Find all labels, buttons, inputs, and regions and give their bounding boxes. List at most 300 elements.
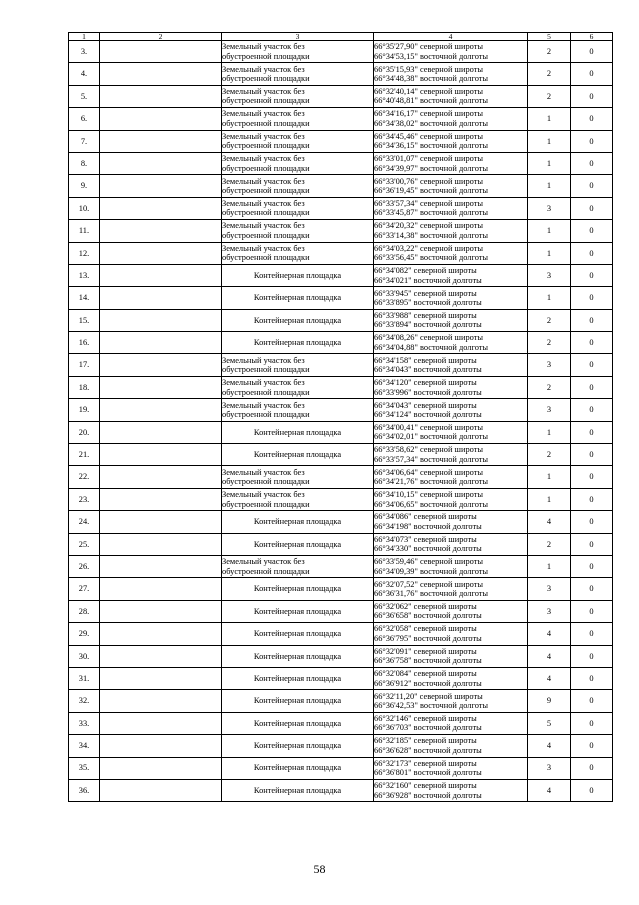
row-number-cell: 27. [69,578,100,600]
coordinate-line: 66°34'53,15" восточной долготы [374,51,489,61]
coordinate-line: 66°34'198" восточной долготы [374,521,482,531]
site-type-line: обустроенной площадки [222,118,310,128]
row-number-cell: 8. [69,152,100,174]
empty-cell [100,63,222,85]
value-cell: 0 [571,712,613,734]
site-type-line: Контейнерная площадка [253,741,342,751]
coordinate-line: 66°33'57,34" северной широты [374,199,484,209]
coordinate-line: 66°34'082" северной широты [374,266,477,276]
site-type-cell [222,354,374,376]
row-number-cell: 18. [69,376,100,398]
site-type-line: Контейнерная площадка [253,270,342,280]
coordinate-line: 66°34'38,02" восточной долготы [374,118,489,128]
table-row [69,488,613,510]
coordinate-line: 66°33'57,34" восточной долготы [374,454,489,464]
coordinates-cell [374,287,528,309]
site-type-cell [222,399,374,421]
table-row [69,152,613,174]
count-cell: 2 [528,444,571,466]
site-type-line: Контейнерная площадка [253,651,342,661]
coordinate-line: 66°34'330" восточной долготы [374,544,482,554]
coordinate-line: 66°36'928" восточной долготы [374,790,482,800]
site-type-line: Контейнерная площадка [253,696,342,706]
coordinates-cell [374,488,528,510]
coordinate-line: 66°36'758" восточной долготы [374,656,482,666]
empty-cell [100,690,222,712]
value-cell: 0 [571,376,613,398]
empty-cell [100,264,222,286]
count-cell: 3 [528,757,571,779]
coordinates-cell [374,533,528,555]
site-type-cell [222,264,374,286]
empty-cell [100,220,222,242]
value-cell: 0 [571,533,613,555]
row-number-cell: 31. [69,667,100,689]
site-type-line: Земельный участок без [222,199,305,209]
table-row [69,376,613,398]
column-header: 3 [222,33,374,41]
table-row [69,578,613,600]
site-type-line: Земельный участок без [222,131,305,141]
site-type-cell [222,667,374,689]
site-type-cell [222,735,374,757]
coordinate-line: 66°33'14,38" восточной долготы [374,230,489,240]
empty-cell [100,735,222,757]
count-cell: 4 [528,779,571,801]
coordinate-line: 66°33'00,76" северной широты [374,176,484,186]
value-cell: 0 [571,354,613,376]
site-type-line: обустроенной площадки [222,253,310,263]
table-row [69,220,613,242]
coordinates-cell [374,220,528,242]
coordinate-line: 66°36'31,76" восточной долготы [374,589,489,599]
row-number-cell: 24. [69,511,100,533]
table-row [69,332,613,354]
row-number-cell: 28. [69,600,100,622]
site-type-line: Контейнерная площадка [253,338,342,348]
site-type-cell [222,533,374,555]
coordinate-line: 66°34'021" восточной долготы [374,275,482,285]
coordinate-line: 66°34'04,88" восточной долготы [374,342,489,352]
empty-cell [100,287,222,309]
row-number-cell: 30. [69,645,100,667]
site-type-line: обустроенной площадки [222,409,310,419]
site-type-cell [222,578,374,600]
table-row [69,600,613,622]
count-cell: 1 [528,287,571,309]
coordinate-line: 66°36'912" восточной долготы [374,678,482,688]
coordinates-cell [374,600,528,622]
site-type-line: Контейнерная площадка [253,673,342,683]
site-type-line: Контейнерная площадка [253,450,342,460]
coordinates-cell [374,399,528,421]
site-type-cell [222,712,374,734]
count-cell: 2 [528,376,571,398]
site-type-line: Земельный участок без [222,557,305,567]
coordinate-line: 66°32'07,52" северной широты [374,579,484,589]
site-type-cell [222,287,374,309]
empty-cell [100,623,222,645]
table-row [69,175,613,197]
coordinate-line: 66°32'173" северной широты [374,758,477,768]
count-cell: 3 [528,197,571,219]
coordinate-line: 66°32'185" северной широты [374,736,477,746]
count-cell: 5 [528,712,571,734]
value-cell: 0 [571,511,613,533]
row-number-cell: 16. [69,332,100,354]
empty-cell [100,555,222,577]
count-cell: 3 [528,578,571,600]
coordinates-cell [374,667,528,689]
table-row [69,645,613,667]
site-type-line: Земельный участок без [222,355,305,365]
table-row [69,264,613,286]
coordinate-line: 66°35'15,93" северной широты [374,64,484,74]
site-type-line: Контейнерная площадка [253,315,342,325]
site-type-line: обустроенной площадки [222,365,310,375]
coordinate-line: 66°34'36,15" восточной долготы [374,141,489,151]
value-cell: 0 [571,85,613,107]
value-cell: 0 [571,645,613,667]
site-type-line: обустроенной площадки [222,477,310,487]
row-number-cell: 9. [69,175,100,197]
value-cell: 0 [571,623,613,645]
count-cell: 9 [528,690,571,712]
site-type-line: Земельный участок без [222,64,305,74]
coordinate-line: 66°34'03,22" северной широты [374,243,484,253]
row-number-cell: 34. [69,735,100,757]
table-row [69,712,613,734]
coordinate-line: 66°33'996" восточной долготы [374,387,482,397]
table-row [69,63,613,85]
site-type-cell [222,466,374,488]
row-number-cell: 33. [69,712,100,734]
row-number-cell: 12. [69,242,100,264]
table-row [69,444,613,466]
row-number-cell: 25. [69,533,100,555]
empty-cell [100,533,222,555]
value-cell: 0 [571,130,613,152]
value-cell: 0 [571,197,613,219]
empty-cell [100,466,222,488]
coordinate-line: 66°34'45,46" северной широты [374,131,484,141]
column-header: 4 [374,33,528,41]
coordinates-cell [374,63,528,85]
site-type-cell [222,41,374,63]
table-row [69,533,613,555]
coordinates-cell [374,444,528,466]
empty-cell [100,444,222,466]
count-cell: 4 [528,667,571,689]
value-cell: 0 [571,555,613,577]
table-row [69,735,613,757]
coordinates-cell [374,85,528,107]
coordinates-cell [374,466,528,488]
site-type-line: Земельный участок без [222,154,305,164]
row-number-cell: 19. [69,399,100,421]
coordinate-line: 66°34'124" восточной долготы [374,409,482,419]
coordinate-line: 66°36'658" восточной долготы [374,611,482,621]
coordinate-line: 66°32'058" северной широты [374,624,477,634]
table-row [69,555,613,577]
coordinates-cell [374,757,528,779]
coordinate-line: 66°34'48,38" восточной долготы [374,74,489,84]
coordinate-line: 66°36'703" восточной долготы [374,723,482,733]
coordinate-line: 66°33'01,07" северной широты [374,154,484,164]
count-cell: 2 [528,309,571,331]
count-cell: 3 [528,264,571,286]
site-type-line: Земельный участок без [222,467,305,477]
coordinate-line: 66°32'146" северной широты [374,714,477,723]
table-row [69,779,613,801]
coordinate-line: 66°34'10,15" северной широты [374,490,484,500]
value-cell: 0 [571,41,613,63]
count-cell: 2 [528,85,571,107]
count-cell: 4 [528,623,571,645]
empty-cell [100,421,222,443]
coordinate-line: 66°33'988" северной широты [374,310,477,320]
coordinate-line: 66°34'043" восточной долготы [374,365,482,375]
site-type-cell [222,600,374,622]
coordinate-line: 66°34'20,32" северной широты [374,221,484,231]
site-type-line: обустроенной площадки [222,566,310,576]
empty-cell [100,130,222,152]
table-row [69,511,613,533]
site-type-cell [222,511,374,533]
coordinates-cell [374,41,528,63]
row-number-cell: 17. [69,354,100,376]
site-type-line: обустроенной площадки [222,499,310,509]
coordinate-line: 66°34'00,41" северной широты [374,422,484,432]
coordinate-line: 66°36'628" восточной долготы [374,745,482,755]
empty-cell [100,578,222,600]
site-type-line: обустроенной площадки [222,163,310,173]
row-number-cell: 15. [69,309,100,331]
count-cell: 3 [528,399,571,421]
table-row [69,108,613,130]
coordinate-line: 66°33'56,45" восточной долготы [374,253,489,263]
empty-cell [100,85,222,107]
count-cell: 2 [528,332,571,354]
coordinate-line: 66°33'945" северной широты [374,288,477,298]
site-type-line: Контейнерная площадка [253,629,342,639]
count-cell: 1 [528,421,571,443]
coordinate-line: 66°34'39,97" восточной долготы [374,163,489,173]
site-type-line: Контейнерная площадка [253,517,342,527]
site-type-cell [222,242,374,264]
coordinates-cell [374,578,528,600]
value-cell: 0 [571,757,613,779]
empty-cell [100,645,222,667]
table-row [69,623,613,645]
site-type-line: Контейнерная площадка [253,539,342,549]
site-type-line: Земельный участок без [222,42,305,52]
site-type-cell [222,488,374,510]
coordinate-line: 66°32'160" северной широты [374,781,477,791]
site-type-line: Контейнерная площадка [253,763,342,773]
row-number-cell: 22. [69,466,100,488]
site-type-cell [222,332,374,354]
value-cell: 0 [571,108,613,130]
empty-cell [100,511,222,533]
count-cell: 2 [528,63,571,85]
row-number-cell: 29. [69,623,100,645]
count-cell: 3 [528,354,571,376]
coordinate-line: 66°36'795" восточной долготы [374,633,482,643]
count-cell: 1 [528,108,571,130]
coordinate-line: 66°33'59,46" северной широты [374,557,484,567]
registry-table [68,32,613,802]
coordinates-cell [374,645,528,667]
value-cell: 0 [571,220,613,242]
site-type-line: Земельный участок без [222,243,305,253]
coordinate-line: 66°34'06,64" северной широты [374,467,484,477]
count-cell: 1 [528,488,571,510]
value-cell: 0 [571,600,613,622]
site-type-line: обустроенной площадки [222,387,310,397]
value-cell: 0 [571,421,613,443]
value-cell: 0 [571,309,613,331]
value-cell: 0 [571,175,613,197]
coordinate-line: 66°32'091" северной широты [374,646,477,656]
empty-cell [100,332,222,354]
coordinate-line: 66°33'895" восточной долготы [374,297,482,307]
site-type-line: Контейнерная площадка [253,293,342,303]
site-type-line: Земельный участок без [222,176,305,186]
coordinate-line: 66°33'58,62" северной широты [374,445,484,455]
table-row [69,757,613,779]
empty-cell [100,488,222,510]
row-number-cell: 6. [69,108,100,130]
value-cell: 0 [571,399,613,421]
count-cell: 1 [528,152,571,174]
site-type-line: Контейнерная площадка [253,785,342,795]
table-row [69,242,613,264]
column-header: 1 [69,33,100,41]
coordinate-line: 66°34'06,65" восточной долготы [374,499,489,509]
table-row [69,309,613,331]
site-type-line: Земельный участок без [222,490,305,500]
site-type-line: Земельный участок без [222,87,305,97]
coordinates-cell [374,175,528,197]
coordinates-cell [374,779,528,801]
coordinate-line: 66°34'09,39" восточной долготы [374,566,489,576]
site-type-line: Контейнерная площадка [253,606,342,616]
row-number-cell: 13. [69,264,100,286]
site-type-cell [222,309,374,331]
coordinates-cell [374,354,528,376]
coordinates-cell [374,309,528,331]
coordinates-cell [374,421,528,443]
coordinates-cell [374,152,528,174]
table-row [69,421,613,443]
site-type-line: Земельный участок без [222,378,305,388]
row-number-cell: 3. [69,41,100,63]
count-cell: 4 [528,645,571,667]
site-type-cell [222,108,374,130]
coordinate-line: 66°35'27,90" северной широты [374,42,484,52]
row-number-cell: 20. [69,421,100,443]
empty-cell [100,376,222,398]
site-type-cell [222,421,374,443]
coordinate-line: 66°32'40,14" северной широты [374,87,484,97]
site-type-line: Контейнерная площадка [253,427,342,437]
value-cell: 0 [571,63,613,85]
empty-cell [100,242,222,264]
coordinate-line: 66°34'08,26" северной широты [374,333,484,343]
count-cell: 1 [528,466,571,488]
row-number-cell: 4. [69,63,100,85]
value-cell: 0 [571,152,613,174]
value-cell: 0 [571,444,613,466]
coordinate-line: 66°34'086" северной широты [374,512,477,522]
row-number-cell: 14. [69,287,100,309]
row-number-cell: 32. [69,690,100,712]
coordinates-cell [374,690,528,712]
value-cell: 0 [571,466,613,488]
table-row [69,690,613,712]
count-cell: 2 [528,41,571,63]
site-type-cell [222,85,374,107]
site-type-line: обустроенной площадки [222,186,310,196]
coordinates-cell [374,264,528,286]
coordinate-line: 66°36'801" восточной долготы [374,768,482,778]
coordinate-line: 66°32'084" северной широты [374,669,477,679]
empty-cell [100,757,222,779]
row-number-cell: 36. [69,779,100,801]
site-type-cell [222,757,374,779]
value-cell: 0 [571,690,613,712]
coordinates-cell [374,511,528,533]
empty-cell [100,41,222,63]
row-number-cell: 26. [69,555,100,577]
empty-cell [100,175,222,197]
coordinate-line: 66°33'894" восточной долготы [374,320,482,330]
column-header: 5 [528,33,571,41]
site-type-cell [222,175,374,197]
site-type-cell [222,376,374,398]
count-cell: 3 [528,600,571,622]
table-row [69,287,613,309]
site-type-line: обустроенной площадки [222,141,310,151]
column-header: 6 [571,33,613,41]
coordinate-line: 66°32'11,20" северной широты [374,691,483,701]
coordinates-cell [374,623,528,645]
site-type-cell [222,130,374,152]
site-type-cell [222,555,374,577]
site-type-cell [222,645,374,667]
count-cell: 1 [528,242,571,264]
empty-cell [100,667,222,689]
coordinate-line: 66°34'02,01" восточной долготы [374,432,489,442]
row-number-cell: 35. [69,757,100,779]
empty-cell [100,354,222,376]
row-number-cell: 21. [69,444,100,466]
site-type-line: обустроенной площадки [222,230,310,240]
coordinate-line: 66°34'043" северной широты [374,400,477,410]
site-type-cell [222,152,374,174]
empty-cell [100,197,222,219]
site-type-cell [222,63,374,85]
site-type-line: обустроенной площадки [222,96,310,106]
empty-cell [100,152,222,174]
site-type-cell [222,623,374,645]
value-cell: 0 [571,332,613,354]
coordinate-line: 66°34'158" северной широты [374,355,477,365]
row-number-cell: 10. [69,197,100,219]
coordinates-cell [374,712,528,734]
site-type-line: Земельный участок без [222,109,305,119]
